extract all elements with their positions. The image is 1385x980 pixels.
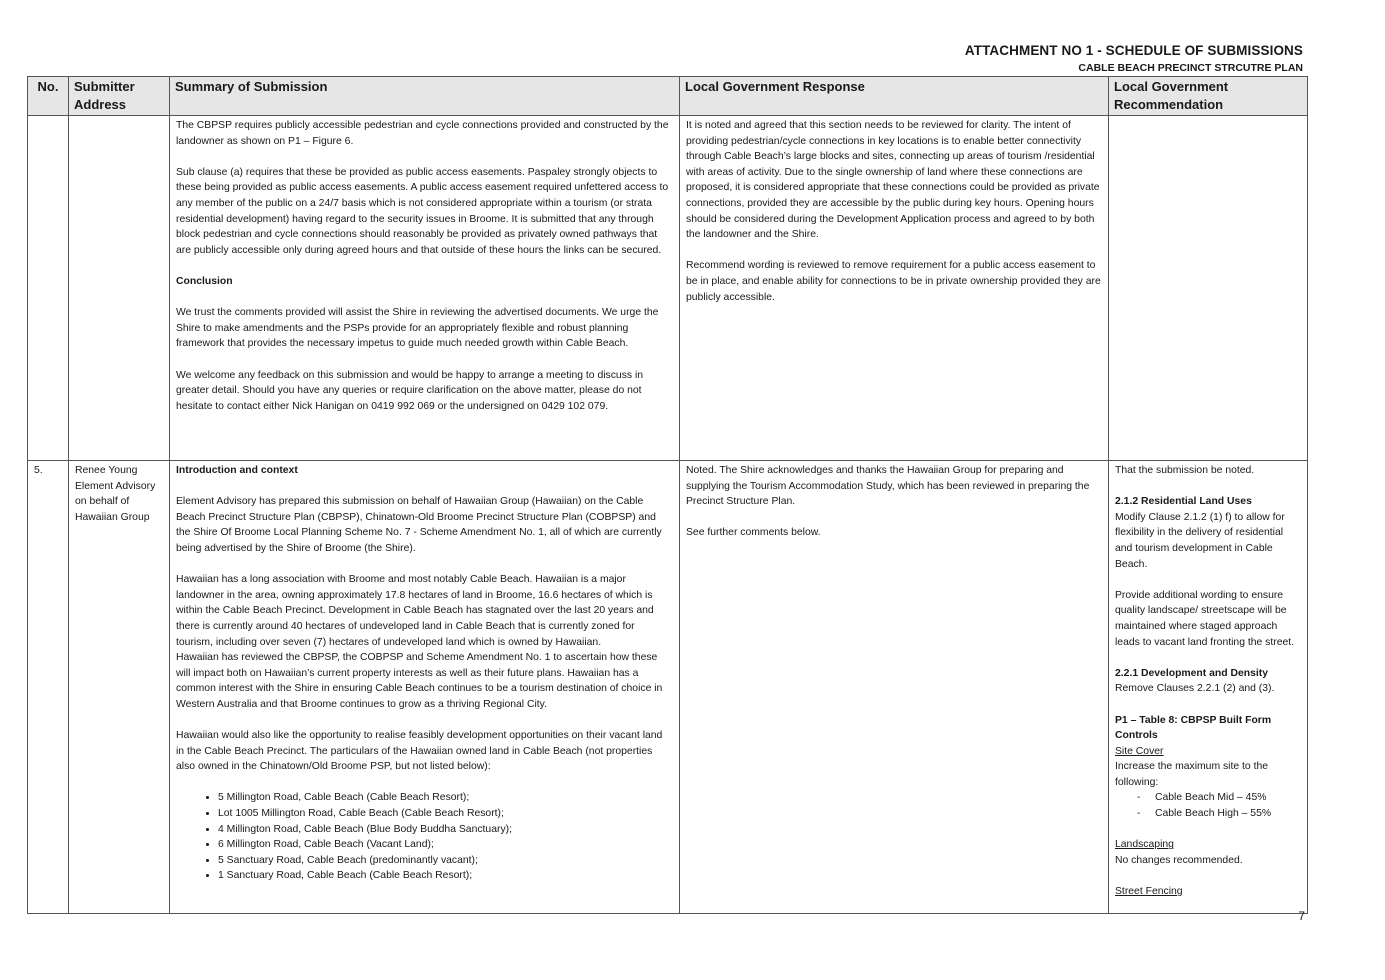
list-item: • 5 Millington Road, Cable Beach (Cable Beach Resort);	[218, 790, 673, 806]
recommendation-subheading: Site Cover	[1115, 745, 1164, 757]
page-number: 7	[1298, 909, 1305, 923]
list-item: • 4 Millington Road, Cable Beach (Blue Body Buddha Sanctuary);	[218, 822, 673, 838]
col-header-response: Local Government Response	[680, 77, 1109, 116]
response-paragraph: See further comments below.	[686, 527, 821, 539]
response-paragraph: Recommend wording is reviewed to remove requirement for a public access easement to be in place, and enable ability for connections to be in private ownership provided they are publicly accessible.	[686, 260, 1101, 303]
list-item: - Cable Beach High – 55%	[1155, 806, 1301, 822]
response-paragraph: It is noted and agreed that this section needs to be reviewed for clarity. The intent of providing pedestrian/cycle connections in key locations is to enable better connectivity through Cable Beach’s large blocks and sites, connecting up areas of tourism /residential with areas of activity. Due to the single ownership of land where these connections are proposed, it is considered appropriate that these connections could be provided as private connections, provided they are accessible by the public during key hours. Opening hours should be considered during the Development Application process and agreed to by both the landowner and the Shire.	[686, 120, 1100, 241]
list-item: • 5 Sanctuary Road, Cable Beach (predominantly vacant);	[218, 853, 673, 869]
intro-heading: Introduction and context	[176, 465, 298, 476]
recommendation-heading: 2.2.1 Development and Density	[1115, 667, 1269, 679]
cell-response	[680, 461, 1109, 914]
cell-response	[680, 116, 1109, 461]
submissions-table	[27, 76, 1308, 914]
recommendation-subheading: Landscaping	[1115, 839, 1174, 851]
list-item: • Lot 1005 Millington Road, Cable Beach (Cable Beach Resort);	[218, 806, 673, 822]
col-header-summary: Summary of Submission	[170, 77, 680, 116]
col-header-submitter: Submitter Address	[69, 77, 170, 116]
table-row	[28, 116, 1308, 461]
list-item: • 6 Millington Road, Cable Beach (Vacant Land);	[218, 837, 673, 853]
summary-paragraph: Sub clause (a) requires that these be provided as public access easements. Paspaley strongly objects to these being provided as public access easements. A public access easement required unfettered access to any member of the public on a 24/7 basis which is not considered appropriate within a tourism (or strata residential development) having regard to the security issues in Broome. It is submitted that any through block pedestrian and cycle connections should reasonably be provided as privately owned pathways that are publicly accessible only during agreed hours and that outside of these hours the links can be secured.	[176, 166, 669, 256]
recommendation-paragraph: Modify Clause 2.1.2 (1) f) to allow for flexibility in the delivery of residential and tourism development in Cable Beach.	[1115, 511, 1285, 570]
recommendation-heading: P1 – Table 8: CBPSP Built Form Controls	[1115, 714, 1272, 742]
cell-submitter: Renee Young Element Advisory on behalf of Hawaiian Group	[69, 461, 170, 914]
cell-submitter	[69, 116, 170, 461]
list-item: - Cable Beach Mid – 45%	[1155, 790, 1301, 806]
summary-paragraph: Hawaiian would also like the opportunity to realise feasibly development opportunities on their vacant land in the Cable Beach Precinct. The particulars of the Hawaiian owned land in Cable Beach (not properties also owned in the Chinatown/Old Broome PSP, but not listed below):	[176, 730, 663, 773]
col-header-recommendation: Local Government Recommendation	[1109, 77, 1308, 116]
recommendation-paragraph: No changes recommended.	[1115, 854, 1243, 866]
cell-summary	[170, 116, 680, 461]
document-subtitle: CABLE BEACH PRECINCT STRCUTRE PLAN	[1078, 62, 1303, 74]
list-item: • 1 Sanctuary Road, Cable Beach (Cable Beach Resort);	[218, 868, 673, 884]
summary-paragraph: The CBPSP requires publicly accessible pedestrian and cycle connections provided and constructed by the landowner as shown on P1 – Figure 6.	[176, 120, 669, 147]
table-row	[28, 461, 1308, 914]
recommendation-paragraph: Provide additional wording to ensure quality landscape/ streetscape will be maintained where staged approach leads to vacant land fronting the street.	[1115, 589, 1295, 648]
recommendation-paragraph: Remove Clauses 2.2.1 (2) and (3).	[1115, 683, 1275, 695]
summary-paragraph: We welcome any feedback on this submission and would be happy to arrange a meeting to discuss in greater detail. Should you have any queries or require clarification on the above matter, please do not hesitate to contact either Nick Hanigan on 0419 992 069 or the undersigned on 0429 102 079.	[176, 369, 644, 412]
document-title: ATTACHMENT NO 1 - SCHEDULE OF SUBMISSIONS	[964, 43, 1303, 58]
table-header-row	[28, 77, 1308, 116]
summary-paragraph: Hawaiian has a long association with Broome and most notably Cable Beach. Hawaiian is a major landowner in the area, owning approximately 17.8 hectares of land in Broome, 16.6 hectares of which is within the Cable Beach Precinct. Development in Cable Beach has stagnated over the last 20 years and there is currently around 40 hectares of undeveloped land in Cable Beach that is currently zoned for tourism, including over seven (7) hectares of undeveloped land which is owned by Hawaiian.	[176, 574, 654, 648]
site-cover-list	[1115, 790, 1301, 821]
cell-no: 5.	[28, 461, 69, 914]
cell-no	[28, 116, 69, 461]
cell-recommendation	[1109, 116, 1308, 461]
summary-paragraph: Hawaiian has reviewed the CBPSP, the COBPSP and Scheme Amendment No. 1 to ascertain how these will impact both on Hawaiian’s current property interests as well as their future plans. Hawaiian has a common interest with the Shire in ensuring Cable Beach continues to be a tourism destination of choice in Western Australia and that Broome continues to grow as a thriving Regional City.	[176, 652, 663, 710]
cell-recommendation	[1109, 461, 1308, 914]
summary-paragraph: Element Advisory has prepared this submission on behalf of Hawaiian Group (Hawaiian) on the Cable Beach Precinct Structure Plan (CBPSP), Chinatown-Old Broome Precinct Structure Plan (COBPSP) and the Shire Of Broome Local Planning Scheme No. 7 - Scheme Amendment No. 1, all of which are currently being advertised by the Shire of Broome (the Shire).	[176, 496, 662, 554]
recommendation-paragraph: Increase the maximum site to the following:	[1115, 761, 1269, 788]
recommendation-subheading: Street Fencing	[1115, 886, 1183, 898]
conclusion-heading: Conclusion	[176, 275, 233, 287]
col-header-no: No.	[28, 77, 69, 116]
recommendation-heading: 2.1.2 Residential Land Uses	[1115, 496, 1252, 508]
response-paragraph: Noted. The Shire acknowledges and thanks the Hawaiian Group for preparing and supplying the Tourism Accommodation Study, which has been reviewed in preparing the Precinct Structure Plan.	[686, 465, 1090, 508]
property-list	[176, 790, 673, 884]
summary-paragraph: We trust the comments provided will assist the Shire in reviewing the advertised documents. We urge the Shire to make amendments and the PSPs provide for an appropriately flexible and robust planning framework that provides the necessary impetus to guide much needed growth within Cable Beach.	[176, 307, 659, 350]
recommendation-paragraph: That the submission be noted.	[1115, 465, 1255, 476]
cell-summary	[170, 461, 680, 914]
